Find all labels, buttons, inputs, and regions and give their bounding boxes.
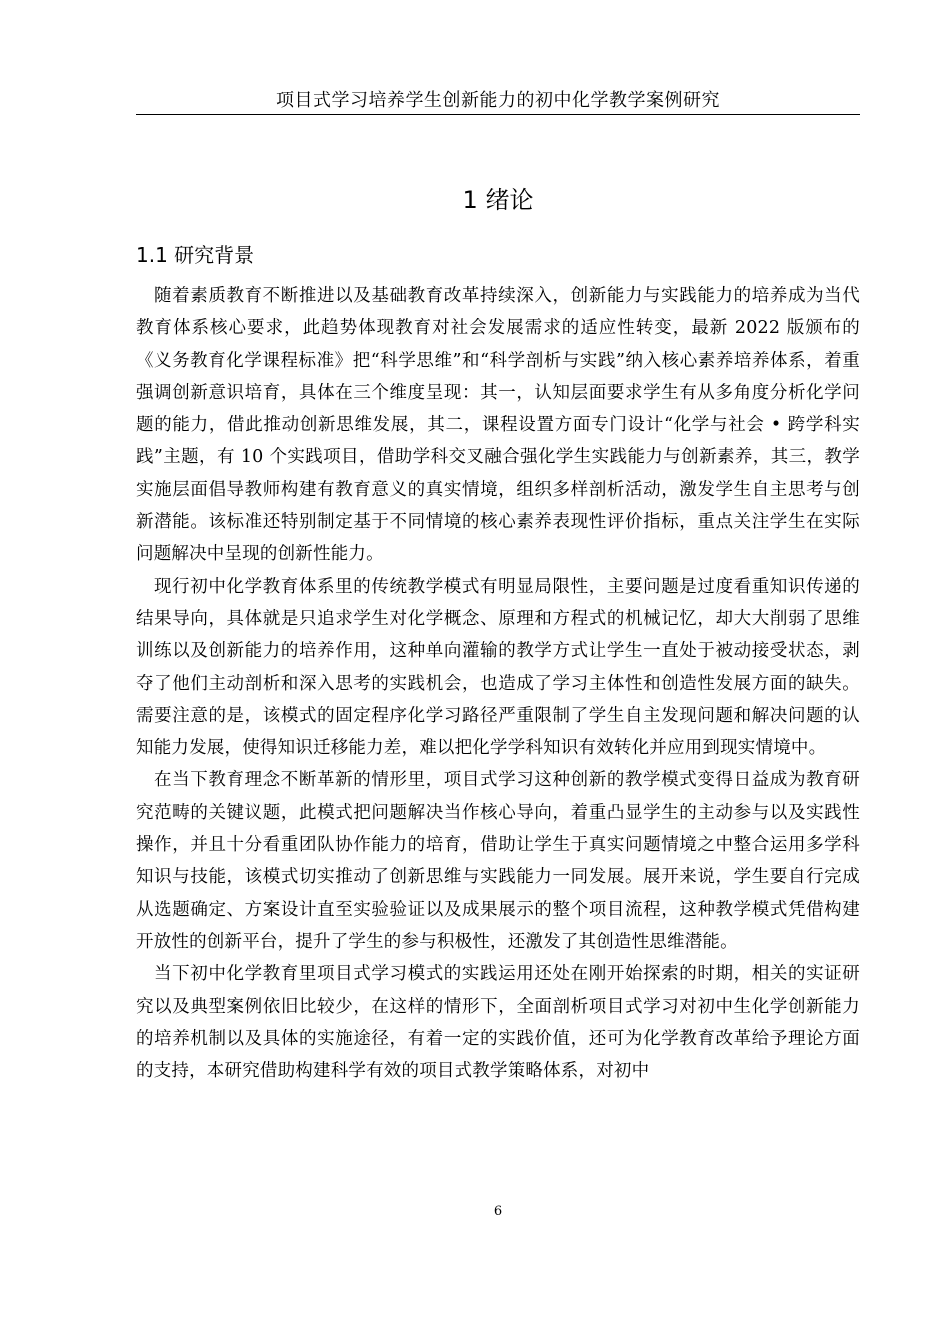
- running-header-title: 项目式学习培养学生创新能力的初中化学教学案例研究: [276, 90, 720, 111]
- body-text: [136, 280, 860, 1087]
- section-heading: 1.1 研究背景: [136, 243, 255, 267]
- chapter-title: 1 绪论: [462, 186, 534, 214]
- paragraph-3: 在当下教育理念不断革新的情形里，项目式学习这种创新的教学模式变得日益成为教育研究范畴的关键议题，此模式把问题解决当作核心导向，着重凸显学生的主动参与以及实践性操作，并且十分看重团队协作能力的培育，借助让学生于真实问题情境之中整合运用多学科知识与技能，该模式切实推动了创新思维与实践能力一同发展。展开来说，学生要自行完成从选题确定、方案设计直至实验验证以及成果展示的整个项目流程，这种教学模式凭借构建开放性的创新平台，提升了学生的参与积极性，还激发了其创造性思维潜能。: [136, 770, 860, 952]
- paragraph-2: 现行初中化学教育体系里的传统教学模式有明显局限性，主要问题是过度看重知识传递的结果导向，具体就是只追求学生对化学概念、原理和方程式的机械记忆，却大大削弱了思维训练以及创新能力的培养作用，这种单向灌输的教学方式让学生一直处于被动接受状态，剥夺了他们主动剖析和深入思考的实践机会，也造成了学习主体性和创造性发展方面的缺失。需要注意的是，该模式的固定程序化学习路径严重限制了学生自主发现问题和解决问题的认知能力发展，使得知识迁移能力差，难以把化学学科知识有效转化并应用到现实情境中。: [136, 576, 860, 759]
- paragraph-1: 随着素质教育不断推进以及基础教育改革持续深入，创新能力与实践能力的培养成为当代教育体系核心要求，此趋势体现教育对社会发展需求的适应性转变，最新 2022 版颁布的《义务教育化学课程标准》把“科学思维”和“科学剖析与实践”纳入核心素养培养体系，着重强调创新意识培育，具体在三个维度呈现：其一，认知层面要求学生有从多角度分析化学问题的能力，借此推动创新思维发展，其二，课程设置方面专门设计“化学与社会 • 跨学科实践”主题，有 10 个实践项目，借助学科交叉融合强化学生实践能力与创新素养，其三，教学实施层面倡导教师构建有教育意义的真实情境，组织多样剖析活动，激发学生自主思考与创新潜能。该标准还特别制定基于不同情境的核心素养表现性评价指标，重点关注学生在实际问题解决中呈现的创新性能力。: [136, 286, 860, 565]
- page-number: 6: [493, 1204, 503, 1219]
- header-divider: [136, 114, 860, 115]
- paragraph-4: 当下初中化学教育里项目式学习模式的实践运用还处在刚开始探索的时期，相关的实证研究以及典型案例依旧比较少，在这样的情形下，全面剖析项目式学习对初中生化学创新能力的培养机制以及具体的实施途径，有着一定的实践价值，还可为化学教育改革给予理论方面的支持，本研究借助构建科学有效的项目式教学策略体系，对初中: [136, 964, 860, 1082]
